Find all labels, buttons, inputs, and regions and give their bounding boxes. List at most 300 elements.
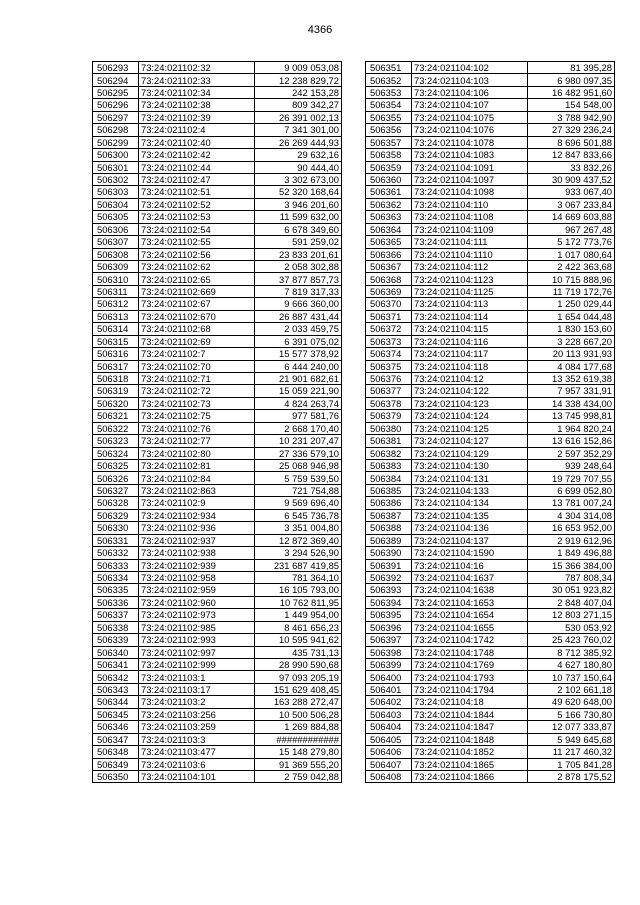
row-id-cell: 506399: [366, 659, 412, 671]
value-cell: 15 148 279,80: [255, 746, 342, 758]
table-row: [93, 683, 342, 695]
value-cell: 97 093 205,19: [255, 671, 342, 683]
row-id-cell: 506333: [93, 559, 139, 571]
table-row: [366, 435, 615, 447]
row-id-cell: 506404: [366, 721, 412, 733]
table-row: [93, 62, 342, 74]
row-id-cell: 506314: [93, 323, 139, 335]
table-row: [366, 770, 615, 782]
row-id-cell: 506323: [93, 435, 139, 447]
cadastral-number-cell: 73:24:021102:40: [139, 136, 255, 148]
row-id-cell: 506393: [366, 584, 412, 596]
cadastral-number-cell: 73:24:021102:55: [139, 236, 255, 248]
cadastral-number-cell: 73:24:021103:6: [139, 758, 255, 770]
row-id-cell: 506391: [366, 559, 412, 571]
value-cell: 10 737 150,64: [528, 671, 615, 683]
cadastral-number-cell: 73:24:021104:101: [139, 770, 255, 782]
table-row: [93, 335, 342, 347]
value-cell: 151 629 408,45: [255, 683, 342, 695]
row-id-cell: 506378: [366, 397, 412, 409]
row-id-cell: 506332: [93, 547, 139, 559]
data-table-left: [92, 61, 342, 783]
table-row: [366, 173, 615, 185]
value-cell: 2 878 175,52: [528, 770, 615, 782]
row-id-cell: 506369: [366, 285, 412, 297]
row-id-cell: 506298: [93, 124, 139, 136]
value-cell: 15 059 221,90: [255, 385, 342, 397]
table-row: [93, 534, 342, 546]
row-id-cell: 506377: [366, 385, 412, 397]
row-id-cell: 506392: [366, 571, 412, 583]
table-row: [93, 261, 342, 273]
row-id-cell: 506334: [93, 571, 139, 583]
cadastral-number-cell: 73:24:021104:106: [412, 86, 528, 98]
row-id-cell: 506374: [366, 348, 412, 360]
value-cell: 967 267,48: [528, 223, 615, 235]
table-row: [366, 422, 615, 434]
row-id-cell: 506367: [366, 261, 412, 273]
cadastral-number-cell: 73:24:021102:56: [139, 248, 255, 260]
value-cell: 1 449 954,00: [255, 609, 342, 621]
row-id-cell: 506297: [93, 111, 139, 123]
row-id-cell: 506354: [366, 99, 412, 111]
table-row: [93, 410, 342, 422]
value-cell: 12 077 333,87: [528, 721, 615, 733]
table-row: [93, 285, 342, 297]
row-id-cell: 506340: [93, 646, 139, 658]
value-cell: 15 366 384,00: [528, 559, 615, 571]
row-id-cell: 506381: [366, 435, 412, 447]
cadastral-number-cell: 73:24:021104:1848: [412, 733, 528, 745]
table-row: [366, 571, 615, 583]
cadastral-number-cell: 73:24:021102:42: [139, 149, 255, 161]
table-row: [93, 646, 342, 658]
cadastral-number-cell: 73:24:021102:973: [139, 609, 255, 621]
table-row: [366, 310, 615, 322]
row-id-cell: 506390: [366, 547, 412, 559]
cadastral-number-cell: 73:24:021104:1125: [412, 285, 528, 297]
row-id-cell: 506398: [366, 646, 412, 658]
value-cell: 81 395,28: [528, 62, 615, 74]
value-cell: 20 113 931,93: [528, 348, 615, 360]
row-id-cell: 506387: [366, 509, 412, 521]
row-id-cell: 506388: [366, 522, 412, 534]
value-cell: 5 949 645,68: [528, 733, 615, 745]
value-cell: 30 909 437,52: [528, 173, 615, 185]
row-id-cell: 506362: [366, 198, 412, 210]
value-cell: 16 482 951,60: [528, 86, 615, 98]
cadastral-number-cell: 73:24:021104:16: [412, 559, 528, 571]
row-id-cell: 506338: [93, 621, 139, 633]
table-row: [366, 136, 615, 148]
row-id-cell: 506383: [366, 460, 412, 472]
value-cell: 6 678 349,60: [255, 223, 342, 235]
value-cell: 5 172 773,76: [528, 236, 615, 248]
table-row: [366, 285, 615, 297]
table-row: [366, 372, 615, 384]
value-cell: 10 715 888,96: [528, 273, 615, 285]
cadastral-number-cell: 73:24:021102:959: [139, 584, 255, 596]
table-row: [366, 86, 615, 98]
value-cell: 2 033 459,75: [255, 323, 342, 335]
table-row: [93, 708, 342, 720]
table-row: [93, 659, 342, 671]
table-row: [93, 111, 342, 123]
cadastral-number-cell: 73:24:021104:1083: [412, 149, 528, 161]
cadastral-number-cell: 73:24:021102:84: [139, 472, 255, 484]
row-id-cell: 506325: [93, 460, 139, 472]
cadastral-number-cell: 73:24:021104:1590: [412, 547, 528, 559]
value-cell: 19 729 707,55: [528, 472, 615, 484]
table-row: [366, 111, 615, 123]
cadastral-number-cell: 73:24:021102:985: [139, 621, 255, 633]
table-row: [93, 522, 342, 534]
value-cell: 14 669 603,88: [528, 211, 615, 223]
value-cell: 13 745 998,81: [528, 410, 615, 422]
value-cell: 52 320 168,64: [255, 186, 342, 198]
row-id-cell: 506365: [366, 236, 412, 248]
cadastral-number-cell: 73:24:021103:256: [139, 708, 255, 720]
cadastral-number-cell: 73:24:021102:70: [139, 360, 255, 372]
row-id-cell: 506353: [366, 86, 412, 98]
cadastral-number-cell: 73:24:021102:44: [139, 161, 255, 173]
value-cell: 5 759 539,50: [255, 472, 342, 484]
value-cell: 11 217 460,32: [528, 746, 615, 758]
row-id-cell: 506379: [366, 410, 412, 422]
value-cell: 3 351 004,80: [255, 522, 342, 534]
value-cell: 33 832,26: [528, 161, 615, 173]
row-id-cell: 506349: [93, 758, 139, 770]
row-id-cell: 506370: [366, 298, 412, 310]
value-cell: ############: [255, 733, 342, 745]
value-cell: 231 687 419,85: [255, 559, 342, 571]
table-row: [366, 348, 615, 360]
row-id-cell: 506342: [93, 671, 139, 683]
row-id-cell: 506352: [366, 74, 412, 86]
value-cell: 3 946 201,60: [255, 198, 342, 210]
table-row: [366, 758, 615, 770]
value-cell: 23 833 201,61: [255, 248, 342, 260]
cadastral-number-cell: 73:24:021102:32: [139, 62, 255, 74]
value-cell: 7 957 331,91: [528, 385, 615, 397]
table-row: [93, 621, 342, 633]
value-cell: 3 067 233,84: [528, 198, 615, 210]
cadastral-number-cell: 73:24:021102:39: [139, 111, 255, 123]
cadastral-number-cell: 73:24:021102:38: [139, 99, 255, 111]
row-id-cell: 506343: [93, 683, 139, 695]
row-id-cell: 506356: [366, 124, 412, 136]
cadastral-number-cell: 73:24:021102:863: [139, 484, 255, 496]
table-row: [93, 609, 342, 621]
row-id-cell: 506299: [93, 136, 139, 148]
row-id-cell: 506335: [93, 584, 139, 596]
table-row: [366, 298, 615, 310]
table-row: [93, 509, 342, 521]
cadastral-number-cell: 73:24:021104:1655: [412, 621, 528, 633]
data-table-right: [365, 61, 615, 783]
row-id-cell: 506395: [366, 609, 412, 621]
value-cell: 3 788 942,90: [528, 111, 615, 123]
value-cell: 1 250 029,44: [528, 298, 615, 310]
cadastral-number-cell: 73:24:021104:130: [412, 460, 528, 472]
cadastral-number-cell: 73:24:021102:76: [139, 422, 255, 434]
cadastral-number-cell: 73:24:021104:1075: [412, 111, 528, 123]
table-row: [366, 161, 615, 173]
table-row: [366, 273, 615, 285]
value-cell: 2 759 042,88: [255, 770, 342, 782]
value-cell: 27 336 579,10: [255, 447, 342, 459]
table-row: [93, 74, 342, 86]
table-row: [366, 236, 615, 248]
row-id-cell: 506302: [93, 173, 139, 185]
row-id-cell: 506300: [93, 149, 139, 161]
row-id-cell: 506295: [93, 86, 139, 98]
cadastral-number-cell: 73:24:021102:670: [139, 310, 255, 322]
value-cell: 30 051 923,82: [528, 584, 615, 596]
table-row: [366, 62, 615, 74]
row-id-cell: 506308: [93, 248, 139, 260]
row-id-cell: 506348: [93, 746, 139, 758]
value-cell: 49 620 648,00: [528, 696, 615, 708]
cadastral-number-cell: 73:24:021102:939: [139, 559, 255, 571]
row-id-cell: 506394: [366, 596, 412, 608]
table-row: [366, 721, 615, 733]
row-id-cell: 506385: [366, 484, 412, 496]
table-row: [366, 584, 615, 596]
cadastral-number-cell: 73:24:021102:997: [139, 646, 255, 658]
value-cell: 2 102 661,18: [528, 683, 615, 695]
cadastral-number-cell: 73:24:021104:137: [412, 534, 528, 546]
cadastral-number-cell: 73:24:021102:934: [139, 509, 255, 521]
cadastral-number-cell: 73:24:021102:73: [139, 397, 255, 409]
cadastral-number-cell: 73:24:021104:1638: [412, 584, 528, 596]
value-cell: 1 849 496,88: [528, 547, 615, 559]
table-row: [366, 335, 615, 347]
row-id-cell: 506401: [366, 683, 412, 695]
table-row: [366, 74, 615, 86]
table-row: [93, 584, 342, 596]
table-row: [93, 484, 342, 496]
row-id-cell: 506326: [93, 472, 139, 484]
table-row: [93, 696, 342, 708]
value-cell: 242 153,28: [255, 86, 342, 98]
cadastral-number-cell: 73:24:021104:1097: [412, 173, 528, 185]
value-cell: 8 696 501,88: [528, 136, 615, 148]
cadastral-number-cell: 73:24:021102:81: [139, 460, 255, 472]
table-row: [93, 447, 342, 459]
value-cell: 10 500 506,28: [255, 708, 342, 720]
row-id-cell: 506294: [93, 74, 139, 86]
cadastral-number-cell: 73:24:021104:1742: [412, 634, 528, 646]
cadastral-number-cell: 73:24:021102:54: [139, 223, 255, 235]
value-cell: 2 919 612,96: [528, 534, 615, 546]
row-id-cell: 506307: [93, 236, 139, 248]
row-id-cell: 506363: [366, 211, 412, 223]
row-id-cell: 506313: [93, 310, 139, 322]
cadastral-number-cell: 73:24:021102:80: [139, 447, 255, 459]
row-id-cell: 506318: [93, 372, 139, 384]
cadastral-number-cell: 73:24:021104:133: [412, 484, 528, 496]
row-id-cell: 506397: [366, 634, 412, 646]
cadastral-number-cell: 73:24:021104:1794: [412, 683, 528, 695]
cadastral-number-cell: 73:24:021102:53: [139, 211, 255, 223]
table-row: [366, 683, 615, 695]
row-id-cell: 506406: [366, 746, 412, 758]
cadastral-number-cell: 73:24:021104:125: [412, 422, 528, 434]
cadastral-number-cell: 73:24:021102:65: [139, 273, 255, 285]
row-id-cell: 506400: [366, 671, 412, 683]
row-id-cell: 506389: [366, 534, 412, 546]
cadastral-number-cell: 73:24:021102:9: [139, 497, 255, 509]
cadastral-number-cell: 73:24:021104:1866: [412, 770, 528, 782]
table-row: [93, 435, 342, 447]
cadastral-number-cell: 73:24:021104:115: [412, 323, 528, 335]
value-cell: 977 581,76: [255, 410, 342, 422]
cadastral-number-cell: 73:24:021103:3: [139, 733, 255, 745]
value-cell: 8 712 385,92: [528, 646, 615, 658]
cadastral-number-cell: 73:24:021104:124: [412, 410, 528, 422]
table-row: [93, 211, 342, 223]
value-cell: 13 781 007,24: [528, 497, 615, 509]
value-cell: 25 423 760,02: [528, 634, 615, 646]
row-id-cell: 506329: [93, 509, 139, 521]
table-row: [366, 198, 615, 210]
row-id-cell: 506380: [366, 422, 412, 434]
value-cell: 16 653 952,00: [528, 522, 615, 534]
value-cell: 91 369 555,20: [255, 758, 342, 770]
row-id-cell: 506384: [366, 472, 412, 484]
value-cell: 10 595 941,62: [255, 634, 342, 646]
cadastral-number-cell: 73:24:021104:118: [412, 360, 528, 372]
cadastral-number-cell: 73:24:021104:1844: [412, 708, 528, 720]
row-id-cell: 506344: [93, 696, 139, 708]
value-cell: 6 391 075,02: [255, 335, 342, 347]
value-cell: 26 391 002,13: [255, 111, 342, 123]
value-cell: 4 304 314,08: [528, 509, 615, 521]
value-cell: 3 228 667,20: [528, 335, 615, 347]
value-cell: 1 017 080,64: [528, 248, 615, 260]
table-row: [93, 634, 342, 646]
table-row: [366, 522, 615, 534]
table-row: [366, 397, 615, 409]
value-cell: 5 166 730,80: [528, 708, 615, 720]
table-row: [366, 186, 615, 198]
cadastral-number-cell: 73:24:021104:111: [412, 236, 528, 248]
cadastral-number-cell: 73:24:021102:938: [139, 547, 255, 559]
cadastral-number-cell: 73:24:021104:131: [412, 472, 528, 484]
value-cell: 2 058 302,88: [255, 261, 342, 273]
cadastral-number-cell: 73:24:021104:1653: [412, 596, 528, 608]
cadastral-number-cell: 73:24:021103:2: [139, 696, 255, 708]
cadastral-number-cell: 73:24:021104:114: [412, 310, 528, 322]
table-row: [93, 173, 342, 185]
table-row: [366, 410, 615, 422]
row-id-cell: 506376: [366, 372, 412, 384]
table-row: [93, 559, 342, 571]
cadastral-number-cell: 73:24:021104:103: [412, 74, 528, 86]
cadastral-number-cell: 73:24:021102:71: [139, 372, 255, 384]
row-id-cell: 506371: [366, 310, 412, 322]
cadastral-number-cell: 73:24:021102:67: [139, 298, 255, 310]
value-cell: 28 990 590,68: [255, 659, 342, 671]
value-cell: 26 269 444,93: [255, 136, 342, 148]
value-cell: 8 461 656,23: [255, 621, 342, 633]
table-row: [93, 248, 342, 260]
table-row: [366, 447, 615, 459]
table-row: [93, 161, 342, 173]
row-id-cell: 506321: [93, 410, 139, 422]
row-id-cell: 506327: [93, 484, 139, 496]
cadastral-number-cell: 73:24:021104:135: [412, 509, 528, 521]
cadastral-number-cell: 73:24:021104:1078: [412, 136, 528, 148]
row-id-cell: 506310: [93, 273, 139, 285]
row-id-cell: 506345: [93, 708, 139, 720]
cadastral-number-cell: 73:24:021102:34: [139, 86, 255, 98]
cadastral-number-cell: 73:24:021102:7: [139, 348, 255, 360]
cadastral-number-cell: 73:24:021102:51: [139, 186, 255, 198]
row-id-cell: 506305: [93, 211, 139, 223]
cadastral-number-cell: 73:24:021104:1098: [412, 186, 528, 198]
table-row: [93, 385, 342, 397]
value-cell: 933 067,40: [528, 186, 615, 198]
cadastral-number-cell: 73:24:021104:127: [412, 435, 528, 447]
cadastral-number-cell: 73:24:021104:1123: [412, 273, 528, 285]
row-id-cell: 506350: [93, 770, 139, 782]
value-cell: 7 819 317,33: [255, 285, 342, 297]
value-cell: 29 632,16: [255, 149, 342, 161]
row-id-cell: 506330: [93, 522, 139, 534]
value-cell: 1 705 841,28: [528, 758, 615, 770]
table-row: [366, 621, 615, 633]
cadastral-number-cell: 73:24:021102:77: [139, 435, 255, 447]
value-cell: 1 964 820,24: [528, 422, 615, 434]
table-row: [366, 248, 615, 260]
table-row: [93, 770, 342, 782]
value-cell: 2 668 170,40: [255, 422, 342, 434]
table-row: [366, 547, 615, 559]
cadastral-number-cell: 73:24:021104:1654: [412, 609, 528, 621]
cadastral-number-cell: 73:24:021102:958: [139, 571, 255, 583]
table-row: [366, 124, 615, 136]
value-cell: 13 352 619,38: [528, 372, 615, 384]
cadastral-number-cell: 73:24:021102:936: [139, 522, 255, 534]
row-id-cell: 506320: [93, 397, 139, 409]
table-row: [366, 223, 615, 235]
table-row: [93, 472, 342, 484]
value-cell: 9 569 696,40: [255, 497, 342, 509]
table-row: [366, 708, 615, 720]
table-row: [366, 99, 615, 111]
row-id-cell: 506386: [366, 497, 412, 509]
row-id-cell: 506336: [93, 596, 139, 608]
table-row: [93, 547, 342, 559]
row-id-cell: 506382: [366, 447, 412, 459]
table-row: [366, 360, 615, 372]
value-cell: 721 754,88: [255, 484, 342, 496]
value-cell: 9 009 053,08: [255, 62, 342, 74]
value-cell: 9 666 360,00: [255, 298, 342, 310]
value-cell: 37 877 857,73: [255, 273, 342, 285]
value-cell: 1 269 884,88: [255, 721, 342, 733]
table-row: [366, 261, 615, 273]
page-number: 4366: [307, 24, 333, 36]
table-row: [366, 696, 615, 708]
value-cell: 11 719 172,76: [528, 285, 615, 297]
value-cell: 154 548,00: [528, 99, 615, 111]
table-row: [93, 571, 342, 583]
table-row: [366, 659, 615, 671]
table-row: [93, 236, 342, 248]
